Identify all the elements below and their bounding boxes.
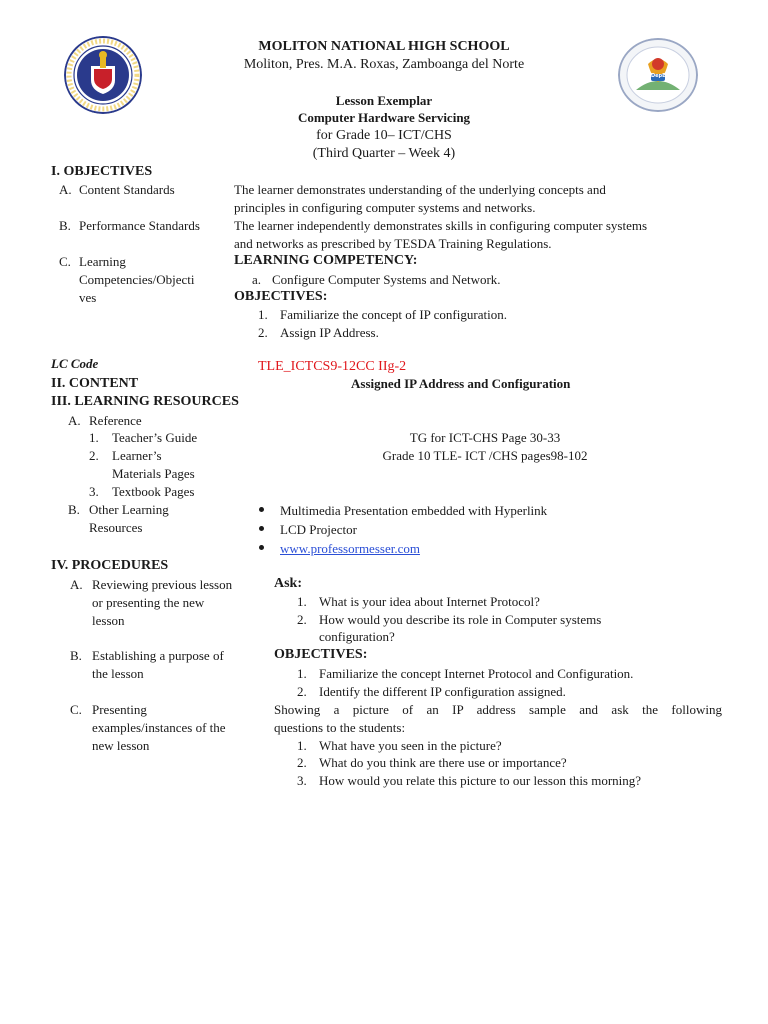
picture-question: What do you think are there use or importance? (319, 755, 567, 770)
list-marker: 2. (297, 755, 307, 770)
content-standards-text: principles in configuring computer systems and networks. (234, 200, 536, 215)
item-label: C. (70, 702, 82, 717)
list-marker: 2. (297, 684, 307, 699)
lc-code-label: LC Code (51, 356, 99, 371)
performance-standards-title: Performance Standards (79, 218, 200, 233)
competencies-title: ves (79, 290, 97, 305)
item-label: B. (68, 502, 80, 517)
resource-bullet: Multimedia Presentation embedded with Hyperlink (280, 503, 548, 518)
question-item: What is your idea about Internet Protocol? (319, 594, 540, 609)
list-marker: 1. (258, 307, 268, 322)
learners-materials: Materials Pages (112, 466, 195, 481)
question-item: configuration? (319, 629, 395, 644)
lc-code-value: TLE_ICTCS9-12CC IIg-2 (258, 359, 407, 374)
grade-line: for Grade 10– ICT/CHS (316, 128, 452, 143)
competency-item: Configure Computer Systems and Network. (272, 272, 501, 287)
tg-pages: TG for ICT-CHS Page 30-33 (409, 430, 561, 445)
resources-heading: III. LEARNING RESOURCES (51, 394, 239, 409)
objectives-subheading: OBJECTIVES: (234, 289, 328, 304)
professormesser-link[interactable]: www.professormesser.com (280, 541, 420, 556)
presenting-title: examples/instances of the (92, 720, 226, 735)
presenting-title: new lesson (92, 738, 150, 753)
school-address: Moliton, Pres. M.A. Roxas, Zamboanga del Norte (243, 57, 525, 72)
content-standards-text: The learner demonstrates understanding of the underlying concepts and (234, 182, 606, 197)
content-standards-title: Content Standards (79, 182, 175, 197)
reference-title: Reference (89, 413, 142, 428)
objective-item: Assign IP Address. (280, 325, 379, 340)
objectives-heading: I. OBJECTIVES (51, 164, 153, 179)
bullet-icon (259, 507, 264, 512)
reviewing-title: or presenting the new (92, 595, 205, 610)
procedures-heading: IV. PROCEDURES (51, 558, 169, 573)
item-label: A. (68, 413, 81, 428)
performance-standards-text: The learner independently demonstrates skills in configuring computer systems (234, 218, 648, 233)
learners-materials: Learner’s (112, 448, 162, 463)
textbook-pages: Textbook Pages (112, 484, 195, 499)
list-marker: 1. (297, 594, 307, 609)
reviewing-title: lesson (92, 613, 125, 628)
content-topic: Assigned IP Address and Configuration (351, 376, 571, 391)
content-heading: II. CONTENT (51, 376, 139, 391)
item-label: C. (59, 254, 71, 269)
performance-standards-text: and networks as prescribed by TESDA Training Regulations. (234, 236, 552, 251)
lm-pages: Grade 10 TLE- ICT /CHS pages98-102 (382, 448, 588, 463)
school-name: MOLITON NATIONAL HIGH SCHOOL (258, 39, 510, 54)
picture-question: What have you seen in the picture? (319, 738, 502, 753)
doc-type: Lesson Exemplar (335, 93, 433, 108)
competency-heading: LEARNING COMPETENCY: (234, 253, 418, 268)
list-marker: 2. (89, 448, 99, 463)
competencies-title: Competencies/Objecti (79, 272, 195, 287)
resource-bullet: LCD Projector (280, 522, 357, 537)
bullet-icon (259, 545, 264, 550)
picture-question: How would you relate this picture to our lesson this morning? (319, 773, 642, 788)
list-marker: a. (252, 272, 262, 287)
presenting-title: Presenting (92, 702, 147, 717)
ask-heading: Ask: (274, 576, 303, 591)
deped-label: DepED (651, 73, 670, 79)
list-marker: 1. (89, 430, 99, 445)
showing-text: Showing a picture of an IP address sample and ask the following (274, 702, 722, 717)
item-label: A. (59, 182, 72, 197)
subject-title: Computer Hardware Servicing (297, 110, 471, 125)
other-resources-title: Other Learning (89, 502, 169, 517)
objective-item: Familiarize the concept Internet Protocol and Configuration. (319, 666, 634, 681)
objective-item: Identify the different IP configuration assigned. (319, 684, 566, 699)
list-marker: 2. (297, 612, 307, 627)
bullet-icon (259, 526, 264, 531)
item-label: B. (59, 218, 71, 233)
objective-item: Familiarize the concept of IP configuration. (280, 307, 507, 322)
list-marker: 2. (258, 325, 268, 340)
item-label: B. (70, 648, 82, 663)
reviewing-title: Reviewing previous lesson (92, 577, 233, 592)
quarter-line: (Third Quarter – Week 4) (312, 146, 456, 161)
purpose-title: the lesson (92, 666, 144, 681)
competencies-title: Learning (79, 254, 126, 269)
question-item: How would you describe its role in Computer systems (319, 612, 602, 627)
procedure-objectives-heading: OBJECTIVES: (274, 647, 368, 662)
list-marker: 1. (297, 666, 307, 681)
list-marker: 1. (297, 738, 307, 753)
teachers-guide: Teacher’s Guide (112, 430, 198, 445)
other-resources-title: Resources (89, 520, 143, 535)
purpose-title: Establishing a purpose of (92, 648, 224, 663)
list-marker: 3. (297, 773, 307, 788)
item-label: A. (70, 577, 83, 592)
showing-text: questions to the students: (274, 720, 406, 735)
list-marker: 3. (89, 484, 99, 499)
